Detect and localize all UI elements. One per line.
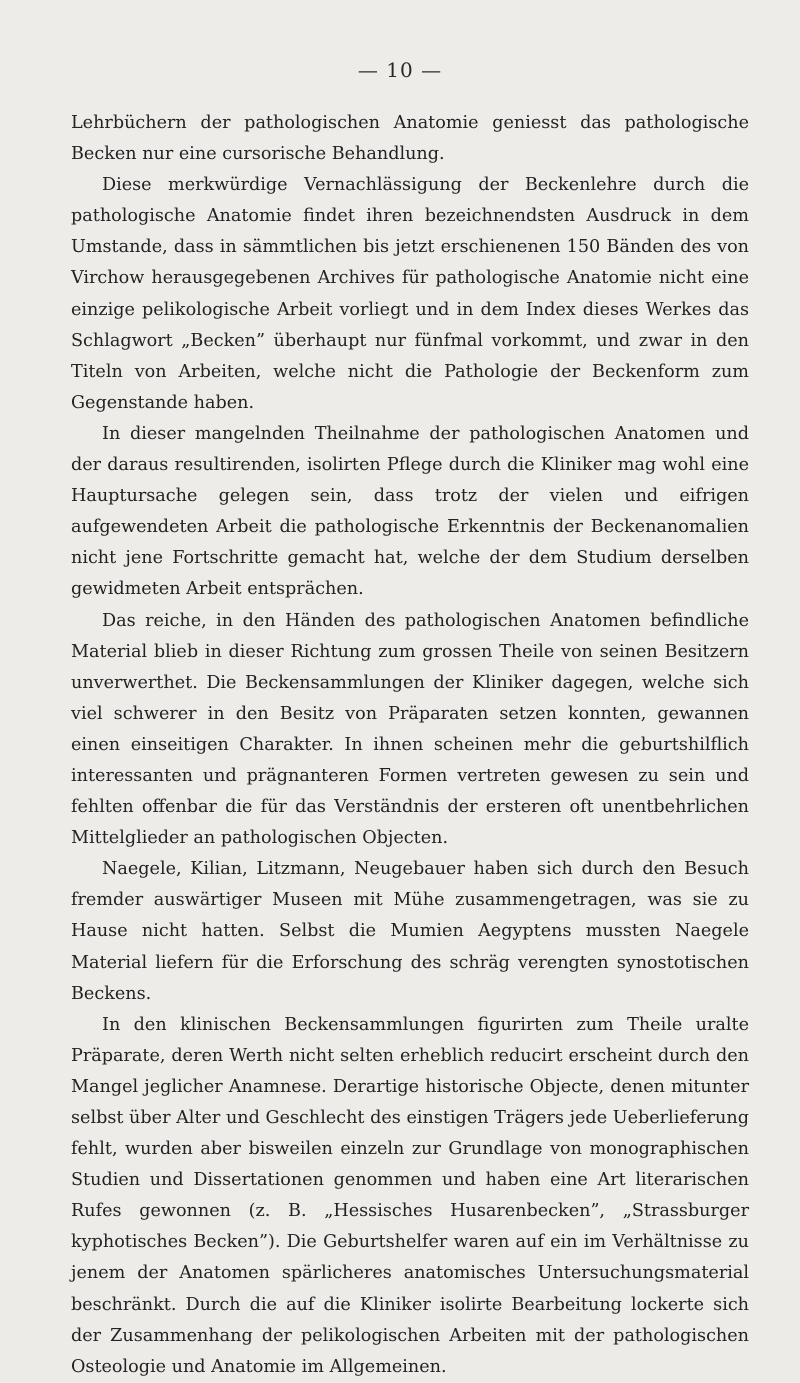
paragraph-4: Das reiche, in den Händen des pathologischen Anatomen befindliche Material blieb in dieser Richtung zum grossen Theile von seinen Besitzern unverwerthet. Die Beckensammlungen der Kliniker dagegen, welche sich viel schwerer in den Besitz von Präparaten setzen konnten, gewannen einen einseitigen Charakter. In ihnen scheinen mehr die geburtshilflich interessanten und prägnanteren Formen vertreten gewesen zu sein und fehlten offenbar die für das Verständnis der ersteren oft unentbehrlichen Mittelglieder an pathologischen Objecten. [71,610,749,849]
body-text [71,108,749,1383]
paragraph-6: In den klinischen Beckensammlungen figurirten zum Theile uralte Präparate, deren Werth nicht selten erheblich reducirt erscheint durch den Mangel jeglicher Anamnese. Derartige historische Objecte, denen mitunter selbst über Alter und Geschlecht des einstigen Trägers jede Ueberlieferung fehlt, wurden aber bisweilen einzeln zur Grundlage von monographischen Studien und Dissertationen genommen und haben eine Art literarischen Rufes gewonnen (z. B. „Hessisches Husarenbecken”, „Strassburger kyphotisches Becken”). Die Geburtshelfer waren auf ein im Verhältnisse zu jenem der Anatomen spärlicheres anatomisches Untersuchungsmaterial beschränkt. Durch die auf die Kliniker isolirte Bearbeitung lockerte sich der Zusammenhang der pelikologischen Arbeiten mit der pathologischen Osteologie und Anatomie im Allgemeinen. [71,1014,749,1377]
paragraph-2: Diese merkwürdige Vernachlässigung der Beckenlehre durch die pathologische Anatomie findet ihren bezeichnendsten Ausdruck in dem Umstande, dass in sämmtlichen bis jetzt erschienenen 150 Bänden des von Virchow herausgegebenen Archives für pathologische Anatomie nicht eine einzige pelikologische Arbeit vorliegt und in dem Index dieses Werkes das Schlagwort „Becken” überhaupt nur fünfmal vorkommt, und zwar in den Titeln von Arbeiten, welche nicht die Pathologie der Beckenform zum Gegenstande haben. [71,175,749,413]
paragraph-5: Naegele, Kilian, Litzmann, Neugebauer haben sich durch den Besuch fremder auswärtiger Museen mit Mühe zusammengetragen, was sie zu Hause nicht hatten. Selbst die Mumien Aegyptens mussten Naegele Material liefern für die Erforschung des schräg verengten synostotischen Beckens. [71,859,749,1004]
page-number: — 10 — [357,58,443,82]
paragraph-1: Lehrbüchern der pathologischen Anatomie geniesst das pathologische Becken nur eine cursorische Behandlung. [71,113,749,165]
paragraph-3: In dieser mangelnden Theilnahme der pathologischen Anatomen und der daraus resultirenden, isolirten Pflege durch die Kliniker mag wohl eine Hauptursache gelegen sein, dass trotz der vielen und eifrigen aufgewendeten Arbeit die pathologische Erkenntnis der Beckenanomalien nicht jene Fortschritte gemacht hat, welche der dem Studium derselben gewidmeten Arbeit entsprächen. [71,423,749,600]
